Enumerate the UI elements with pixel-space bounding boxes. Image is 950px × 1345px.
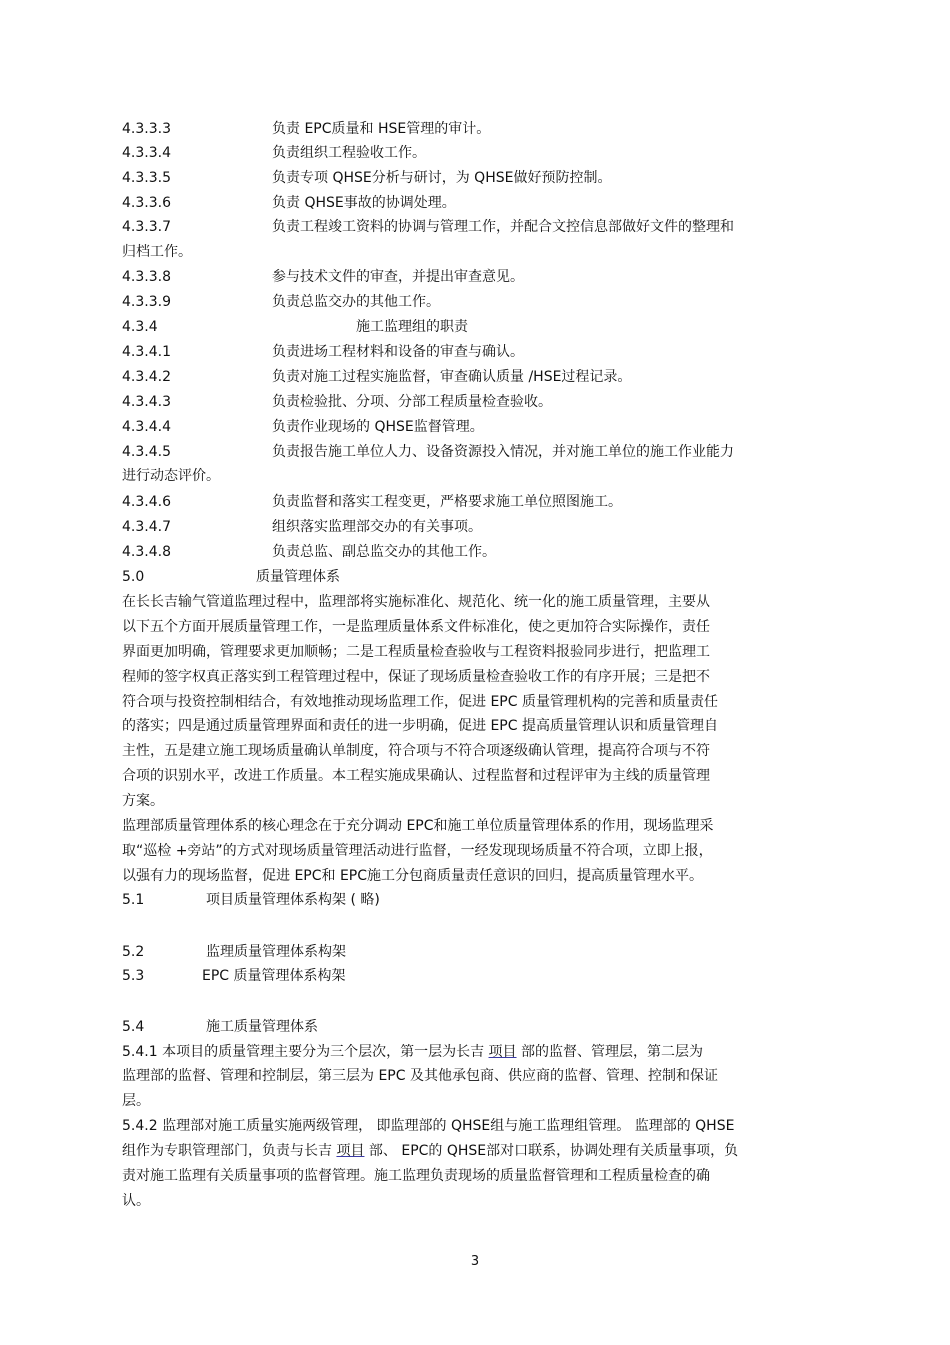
item-text: 负责专项 QHSE分析与研讨，为 QHSE做好预防控制。 (272, 170, 612, 186)
item-text: 负责 EPC质量和 HSE管理的审计。 (272, 121, 491, 137)
item-number: 4.3.3.6 (122, 195, 171, 211)
section-title: 质量管理体系 (256, 569, 340, 585)
text-span: 组作为专职管理部门，负责与长吉 (122, 1143, 337, 1159)
item-text: 负责对施工过程实施监督，审查确认质量 /HSE过程记录。 (272, 369, 632, 385)
text-span: 部的监督、管理层，第二层为 (516, 1044, 703, 1060)
section-title: 施工质量管理体系 (206, 1019, 318, 1035)
section-title: 项目质量管理体系构架 ( 略) (206, 892, 380, 908)
paragraph-line: 5.4.2 监理部对施工质量实施两级管理， 即监理部的 QHSE组与施工监理组管理。 监理部的 QHSE (122, 1118, 735, 1134)
paragraph-line: 程师的签字权真正落实到工程管理过程中，保证了现场质量检查验收工作的有序开展；三是把不 (122, 669, 710, 685)
item-text: 负责检验批、分项、分部工程质量检查验收。 (272, 394, 552, 410)
paragraph-line: 合项的识别水平，改进工作质量。本工程实施成果确认、过程监督和过程评审为主线的质量管理 (122, 768, 710, 784)
item-text-continued: 归档工作。 (122, 244, 192, 260)
paragraph-line: 的落实；四是通过质量管理界面和责任的进一步明确，促进 EPC 提高质量管理认识和质量管理自 (122, 718, 718, 734)
item-number: 4.3.4.3 (122, 394, 171, 410)
item-text: 参与技术文件的审查，并提出审查意见。 (272, 269, 524, 285)
item-text: 负责总监交办的其他工作。 (272, 294, 440, 310)
item-number: 4.3.4.4 (122, 419, 171, 435)
paragraph-line: 责对施工监理有关质量事项的监督管理。施工监理负责现场的质量监督管理和工程质量检查的确 (122, 1168, 710, 1184)
section-title: 监理质量管理体系构架 (206, 944, 346, 960)
paragraph-line: 监理部的监督、管理和控制层，第三层为 EPC 及其他承包商、供应商的监督、管理、控制和保证 (122, 1068, 718, 1084)
item-number: 4.3.3.9 (122, 294, 171, 310)
item-number: 4.3.4.5 (122, 444, 171, 460)
item-number: 4.3.3.7 (122, 219, 171, 235)
paragraph-line: 在长长吉输气管道监理过程中，监理部将实施标准化、规范化、统一化的施工质量管理，主要从 (122, 594, 710, 610)
paragraph-line (122, 1142, 738, 1160)
paragraph-line (122, 1043, 703, 1061)
section-number: 5.1 (122, 892, 145, 908)
item-text: 负责 QHSE事故的协调处理。 (272, 195, 456, 211)
item-text: 组织落实监理部交办的有关事项。 (272, 519, 482, 535)
item-number: 4.3.3.4 (122, 145, 171, 161)
text-span: 部、 EPC的 QHSE部对口联系，协调处理有关质量事项，负 (364, 1143, 739, 1159)
item-text: 负责总监、副总监交办的其他工作。 (272, 544, 496, 560)
paragraph-line: 主性，五是建立施工现场质量确认单制度，符合项与不符合项逐级确认管理，提高符合项与不符 (122, 743, 710, 759)
item-number: 4.3.4.8 (122, 544, 171, 560)
paragraph-line: 取“巡检 +旁站”的方式对现场质量管理活动进行监督，一经发现现场质量不符合项，立即上报， (122, 843, 713, 859)
paragraph-line: 界面更加明确，管理要求更加顺畅；二是工程质量检查验收与工程资料报验同步进行，把监理工 (122, 644, 710, 660)
item-text: 负责监督和落实工程变更，严格要求施工单位照图施工。 (272, 494, 622, 510)
item-number: 4.3.4 (122, 319, 158, 335)
section-number: 5.2 (122, 944, 145, 960)
item-text: 负责作业现场的 QHSE监督管理。 (272, 419, 484, 435)
item-number: 4.3.3.5 (122, 170, 171, 186)
item-number: 4.3.4.6 (122, 494, 171, 510)
item-number: 4.3.4.1 (122, 344, 171, 360)
text-span: 5.4.1 本项目的质量管理主要分为三个层次，第一层为长吉 (122, 1044, 489, 1060)
section-title: 施工监理组的职责 (356, 319, 468, 335)
item-text: 负责进场工程材料和设备的审查与确认。 (272, 344, 524, 360)
section-number: 5.4 (122, 1019, 145, 1035)
paragraph-line: 监理部质量管理体系的核心理念在于充分调动 EPC和施工单位质量管理体系的作用，现场监理采 (122, 818, 714, 834)
item-text: 负责组织工程验收工作。 (272, 145, 426, 161)
section-number: 5.3 (122, 968, 145, 984)
paragraph-line: 层。 (122, 1093, 150, 1109)
item-text: 负责工程竣工资料的协调与管理工作，并配合文控信息部做好文件的整理和 (272, 219, 734, 235)
paragraph-line: 认。 (122, 1193, 150, 1209)
section-title: EPC 质量管理体系构架 (202, 968, 346, 984)
project-link[interactable]: 项目 (336, 1143, 365, 1159)
item-number: 4.3.4.7 (122, 519, 171, 535)
paragraph-line: 符合项与投资控制相结合，有效地推动现场监理工作，促进 EPC 质量管理机构的完善和质量责任 (122, 694, 718, 710)
paragraph-line: 以下五个方面开展质量管理工作，一是监理质量体系文件标准化，使之更加符合实际操作，责任 (122, 619, 710, 635)
item-text: 负责报告施工单位人力、设备资源投入情况，并对施工单位的施工作业能力 (272, 444, 734, 460)
item-number: 4.3.4.2 (122, 369, 171, 385)
paragraph-line: 方案。 (122, 793, 164, 809)
item-number: 4.3.3.8 (122, 269, 171, 285)
item-text-continued: 进行动态评价。 (122, 468, 220, 484)
section-number: 5.0 (122, 569, 145, 585)
page-number: 3 (470, 1254, 480, 1269)
paragraph-line: 以强有力的现场监督，促进 EPC和 EPC施工分包商质量责任意识的回归，提高质量管理水平。 (122, 868, 704, 884)
project-link[interactable]: 项目 (488, 1044, 517, 1060)
item-number: 4.3.3.3 (122, 121, 171, 137)
